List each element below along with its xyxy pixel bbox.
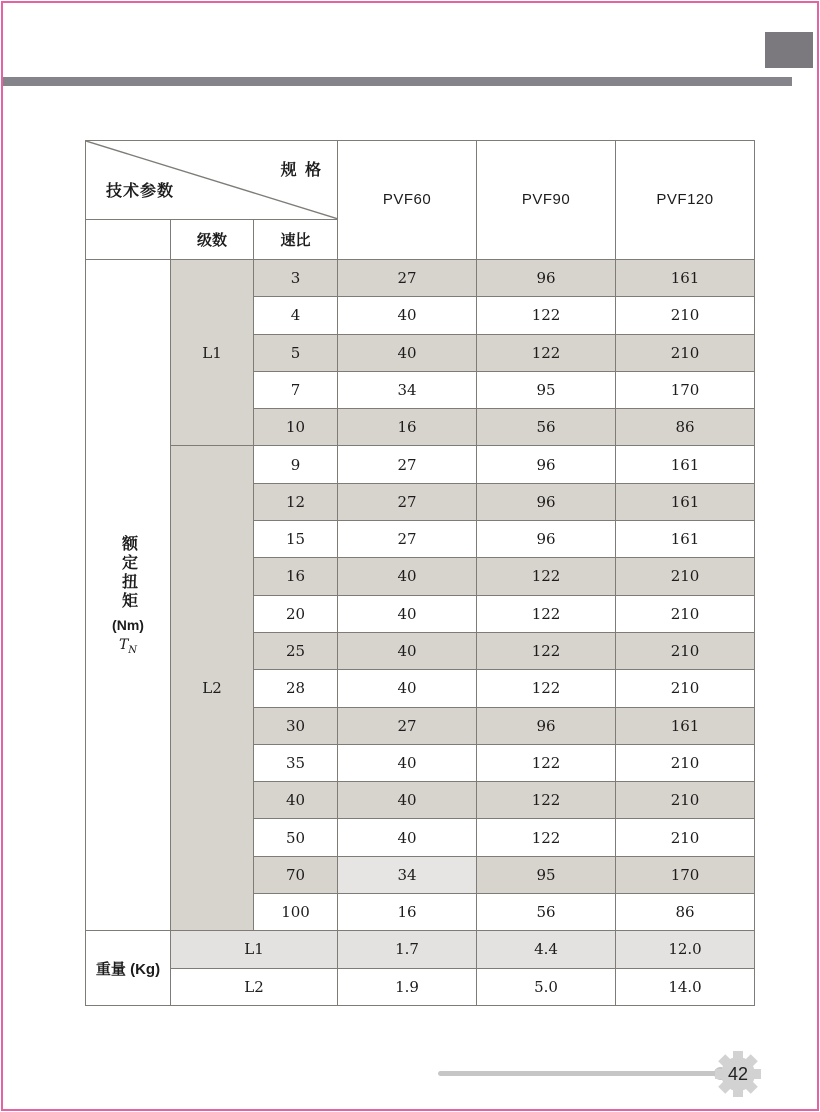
value-cell: 170 bbox=[616, 856, 755, 893]
value-cell: 96 bbox=[477, 446, 616, 483]
value-cell: 122 bbox=[477, 558, 616, 595]
value-cell: 40 bbox=[338, 558, 477, 595]
diagonal-header-cell bbox=[86, 141, 338, 220]
value-cell: 40 bbox=[338, 297, 477, 334]
ratio-cell: 10 bbox=[254, 409, 338, 446]
ratio-cell: 40 bbox=[254, 782, 338, 819]
value-cell: 40 bbox=[338, 334, 477, 371]
weight-stage-l2: L2 bbox=[171, 968, 338, 1005]
value-cell: 27 bbox=[338, 483, 477, 520]
value-cell: 122 bbox=[477, 782, 616, 819]
value-cell: 56 bbox=[477, 409, 616, 446]
torque-row-label bbox=[86, 259, 171, 930]
value-cell: 40 bbox=[338, 819, 477, 856]
ratio-cell: 35 bbox=[254, 744, 338, 781]
ratio-cell: 100 bbox=[254, 893, 338, 930]
ratio-cell: 28 bbox=[254, 670, 338, 707]
value-cell: 96 bbox=[477, 483, 616, 520]
corner-label-tech-params: 技术参数 bbox=[106, 182, 175, 200]
column-header-pvf120: PVF120 bbox=[616, 141, 755, 260]
value-cell: 161 bbox=[616, 259, 755, 296]
weight-value-cell: 5.0 bbox=[477, 968, 616, 1005]
value-cell: 122 bbox=[477, 595, 616, 632]
ratio-cell: 30 bbox=[254, 707, 338, 744]
empty-header-cell bbox=[86, 219, 171, 259]
page-number: 42 bbox=[727, 1063, 749, 1084]
value-cell: 122 bbox=[477, 744, 616, 781]
weight-value-cell: 1.7 bbox=[338, 931, 477, 968]
value-cell: 86 bbox=[616, 893, 755, 930]
torque-unit: (Nm) bbox=[112, 616, 144, 633]
value-cell: 96 bbox=[477, 707, 616, 744]
weight-stage-l1: L1 bbox=[171, 931, 338, 968]
ratio-cell: 7 bbox=[254, 371, 338, 408]
torque-title: 额定扭矩 bbox=[119, 534, 137, 611]
value-cell: 96 bbox=[477, 259, 616, 296]
stage-cell-l2: L2 bbox=[171, 446, 254, 931]
value-cell: 170 bbox=[616, 371, 755, 408]
weight-value-cell: 1.9 bbox=[338, 968, 477, 1005]
ratio-cell: 50 bbox=[254, 819, 338, 856]
value-cell: 122 bbox=[477, 670, 616, 707]
header-rule-bar bbox=[3, 77, 792, 86]
ratio-cell: 15 bbox=[254, 521, 338, 558]
value-cell: 210 bbox=[616, 782, 755, 819]
value-cell: 34 bbox=[338, 856, 477, 893]
ratio-cell: 4 bbox=[254, 297, 338, 334]
value-cell: 161 bbox=[616, 521, 755, 558]
value-cell: 161 bbox=[616, 446, 755, 483]
ratio-cell: 16 bbox=[254, 558, 338, 595]
torque-symbol: $T_N$ bbox=[118, 636, 138, 656]
value-cell: 27 bbox=[338, 446, 477, 483]
value-cell: 161 bbox=[616, 483, 755, 520]
value-cell: 122 bbox=[477, 334, 616, 371]
value-cell: 40 bbox=[338, 744, 477, 781]
value-cell: 27 bbox=[338, 521, 477, 558]
column-header-ratio: 速比 bbox=[254, 219, 338, 259]
footer-rule-line bbox=[438, 1071, 722, 1076]
value-cell: 210 bbox=[616, 595, 755, 632]
ratio-cell: 25 bbox=[254, 632, 338, 669]
value-cell: 210 bbox=[616, 558, 755, 595]
value-cell: 16 bbox=[338, 893, 477, 930]
spec-table bbox=[85, 140, 755, 1006]
value-cell: 210 bbox=[616, 744, 755, 781]
weight-value-cell: 14.0 bbox=[616, 968, 755, 1005]
value-cell: 40 bbox=[338, 595, 477, 632]
column-header-pvf90: PVF90 bbox=[477, 141, 616, 260]
value-cell: 40 bbox=[338, 632, 477, 669]
stage-cell-l1: L1 bbox=[171, 259, 254, 445]
value-cell: 56 bbox=[477, 893, 616, 930]
value-cell: 34 bbox=[338, 371, 477, 408]
value-cell: 95 bbox=[477, 371, 616, 408]
value-cell: 86 bbox=[616, 409, 755, 446]
ratio-cell: 20 bbox=[254, 595, 338, 632]
value-cell: 122 bbox=[477, 632, 616, 669]
value-cell: 210 bbox=[616, 334, 755, 371]
value-cell: 210 bbox=[616, 297, 755, 334]
column-header-stage: 级数 bbox=[171, 219, 254, 259]
weight-row-label: 重量 (Kg) bbox=[86, 931, 171, 1006]
value-cell: 16 bbox=[338, 409, 477, 446]
corner-label-spec: 规 格 bbox=[280, 162, 324, 179]
header-accent-square bbox=[765, 32, 813, 68]
weight-value-cell: 4.4 bbox=[477, 931, 616, 968]
ratio-cell: 70 bbox=[254, 856, 338, 893]
value-cell: 122 bbox=[477, 297, 616, 334]
value-cell: 40 bbox=[338, 782, 477, 819]
weight-value-cell: 12.0 bbox=[616, 931, 755, 968]
ratio-cell: 12 bbox=[254, 483, 338, 520]
value-cell: 95 bbox=[477, 856, 616, 893]
value-cell: 27 bbox=[338, 707, 477, 744]
value-cell: 27 bbox=[338, 259, 477, 296]
ratio-cell: 5 bbox=[254, 334, 338, 371]
ratio-cell: 9 bbox=[254, 446, 338, 483]
ratio-cell: 3 bbox=[254, 259, 338, 296]
value-cell: 40 bbox=[338, 670, 477, 707]
value-cell: 122 bbox=[477, 819, 616, 856]
value-cell: 210 bbox=[616, 632, 755, 669]
value-cell: 161 bbox=[616, 707, 755, 744]
value-cell: 210 bbox=[616, 819, 755, 856]
value-cell: 210 bbox=[616, 670, 755, 707]
value-cell: 96 bbox=[477, 521, 616, 558]
column-header-pvf60: PVF60 bbox=[338, 141, 477, 260]
